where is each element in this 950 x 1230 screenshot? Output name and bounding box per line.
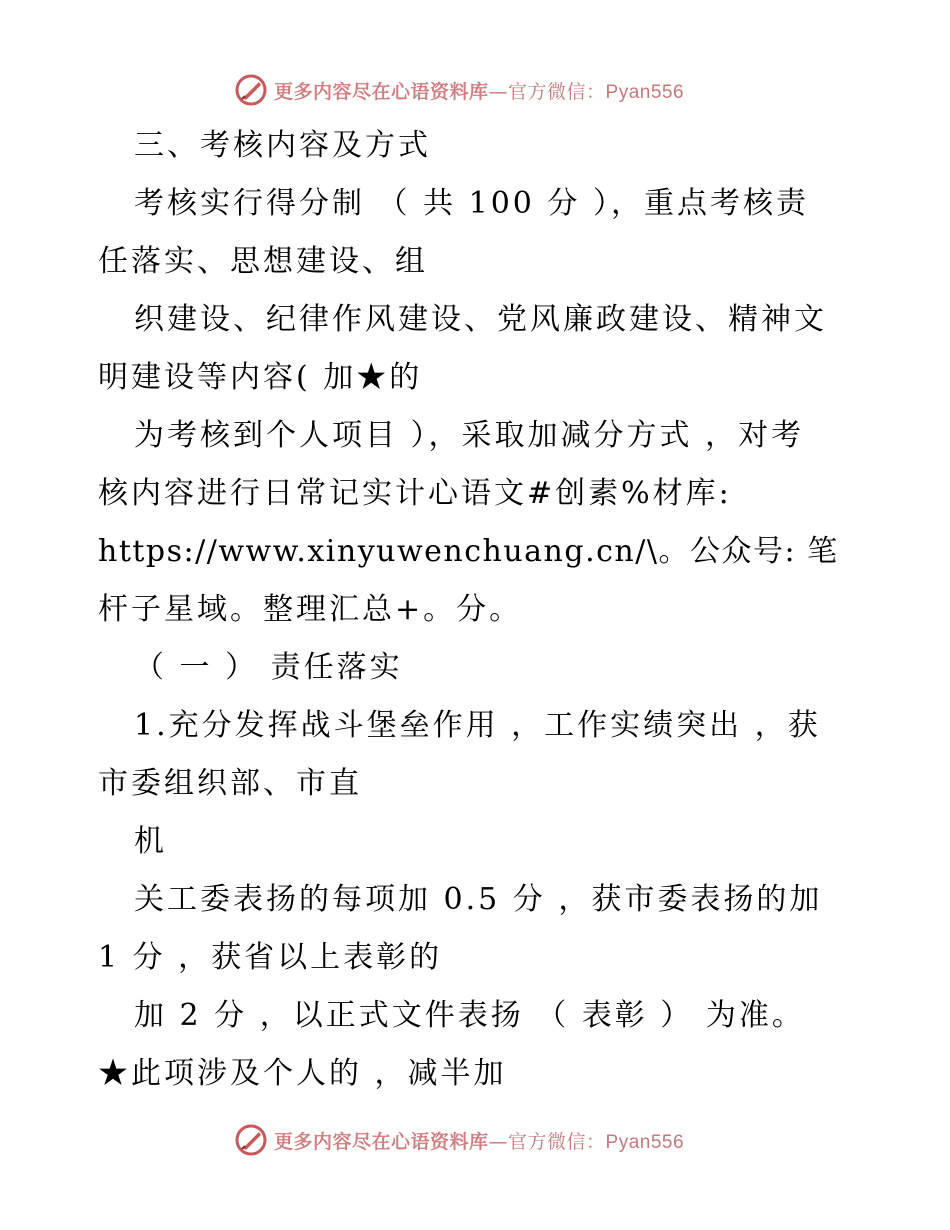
url-line: https://www.xinyuwenchuang.cn/\。公众号: 笔 bbox=[98, 534, 839, 569]
banner-separator: — bbox=[488, 80, 509, 103]
banner-brand: 更多内容尽在心语资料库 bbox=[274, 80, 489, 103]
paragraph-line: 1 分 ，获省以上表彰的 bbox=[98, 940, 443, 975]
paragraph-line: 市委组织部、市直 bbox=[98, 766, 362, 801]
section-heading: 三、考核内容及方式 bbox=[134, 128, 431, 163]
paragraph-line: ★此项涉及个人的 ，减半加 bbox=[98, 1056, 507, 1091]
quill-logo-icon bbox=[234, 1123, 268, 1157]
paragraph-line: 为考核到个人项目 ），采取加减分方式 ，对考 bbox=[134, 418, 805, 453]
paragraph-line: 机 bbox=[134, 824, 167, 859]
banner-official: 官方微信： bbox=[508, 80, 606, 103]
paragraph-line: 关工委表扬的每项加 0.5 分 ，获市委表扬的加 bbox=[134, 882, 823, 917]
paragraph-line: 核内容进行日常记实计心语文#创素%材库: bbox=[98, 476, 732, 511]
footer-banner bbox=[234, 1122, 714, 1158]
banner-official: 官方微信： bbox=[508, 1130, 606, 1153]
banner-text bbox=[274, 77, 684, 104]
banner-separator: — bbox=[488, 1130, 509, 1153]
banner-brand: 更多内容尽在心语资料库 bbox=[274, 1130, 489, 1153]
paragraph-line: 考核实行得分制 （ 共 100 分 ），重点考核责 bbox=[134, 186, 809, 221]
paragraph-line: 杆子星域。整理汇总+。分。 bbox=[98, 592, 523, 627]
paragraph-line: 任落实、思想建设、组 bbox=[98, 244, 428, 279]
paragraph-line: 1.充分发挥战斗堡垒作用 ，工作实绩突出 ，获 bbox=[134, 708, 821, 743]
banner-wechat-id: Pyan556 bbox=[605, 1131, 685, 1153]
quill-logo-icon bbox=[234, 73, 268, 107]
subsection-heading: （ 一 ） 责任落实 bbox=[134, 650, 403, 685]
paragraph-line: 明建设等内容( 加★的 bbox=[98, 360, 423, 395]
banner-text bbox=[274, 1127, 684, 1154]
banner-wechat-id: Pyan556 bbox=[605, 81, 685, 103]
header-banner bbox=[234, 72, 714, 108]
paragraph-line: 加 2 分 ，以正式文件表扬 （ 表彰 ） 为准。 bbox=[134, 998, 805, 1033]
paragraph-line: 织建设、纪律作风建设、党风廉政建设、精神文 bbox=[134, 302, 827, 337]
